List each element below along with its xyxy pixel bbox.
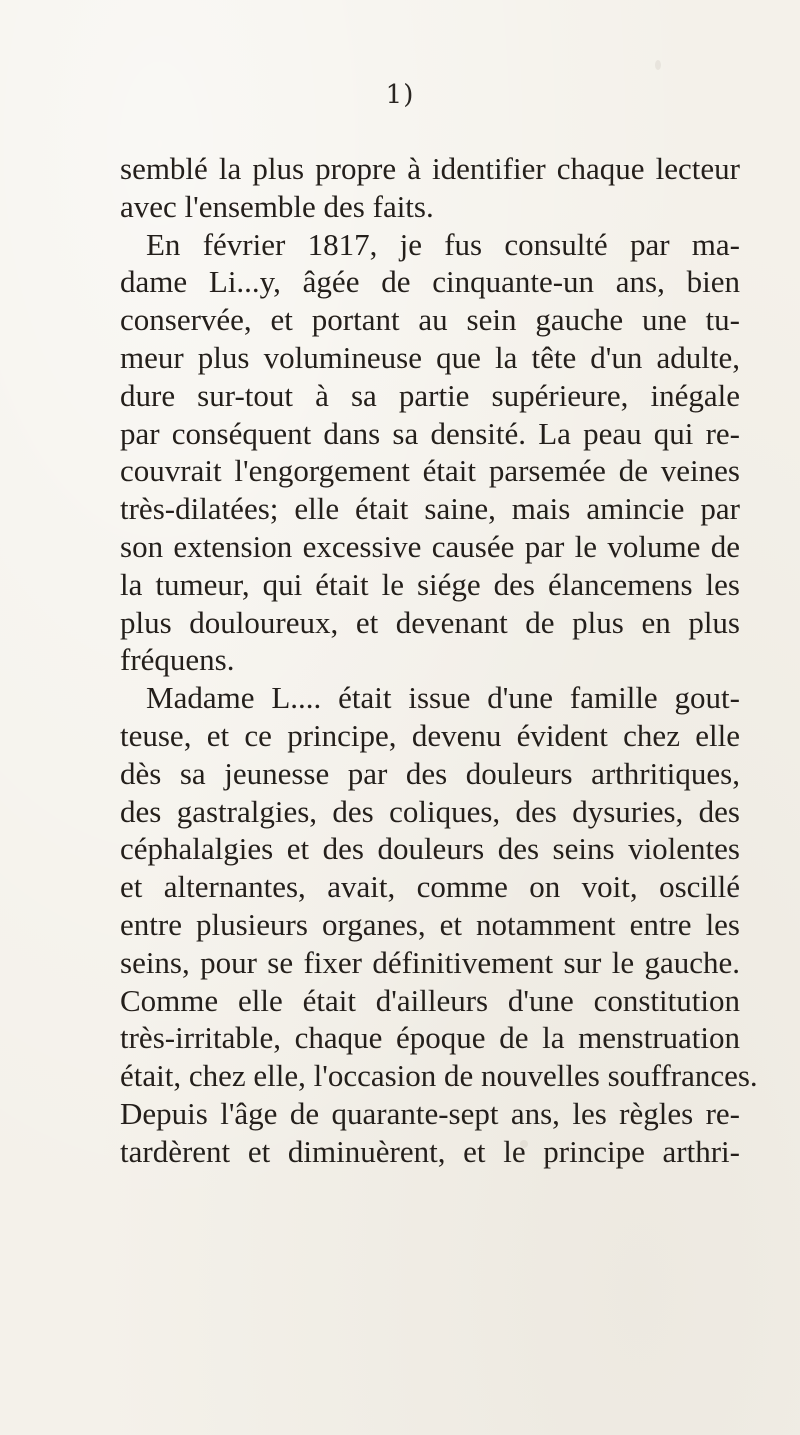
text-line: tardèrent et diminuèrent, et le principe arthri- (120, 1133, 740, 1169)
text-line: était, chez elle, l'occasion de nouvelles souffrances. (120, 1058, 758, 1094)
text-line: dure sur-tout à sa partie supérieure, inégale (120, 377, 740, 413)
text-line: et alternantes, avait, comme on voit, oscillé (120, 869, 740, 905)
text-line: conservée, et portant au sein gauche une tu- (120, 302, 740, 338)
text-line: dame Li...y, âgée de cinquante-un ans, bien (120, 264, 740, 300)
text-line: dès sa jeunesse par des douleurs arthritiques, (120, 755, 740, 791)
text-line: fréquens. (120, 642, 235, 678)
text-line: entre plusieurs organes, et notamment entre les (120, 906, 740, 942)
paper-blemish (655, 60, 661, 70)
paragraph-start-line: En février 1817, je fus consulté par ma- (146, 226, 740, 262)
text-line: son extension excessive causée par le volume de (120, 528, 740, 564)
text-line: par conséquent dans sa densité. La peau qui re- (120, 415, 740, 451)
text-line: meur plus volumineuse que la tête d'un adulte, (120, 339, 740, 375)
text-line: couvrait l'engorgement était parsemée de veines (120, 453, 740, 489)
text-line: Depuis l'âge de quarante-sept ans, les règles re- (120, 1095, 740, 1131)
text-line: avec l'ensemble des faits. (120, 188, 434, 224)
text-line: très-dilatées; elle était saine, mais amincie par (120, 491, 740, 527)
text-line: la tumeur, qui était le siége des élancemens les (120, 566, 740, 602)
text-line: teuse, et ce principe, devenu évident chez elle (120, 717, 740, 753)
text-line: très-irritable, chaque époque de la menstruation (120, 1020, 740, 1056)
text-line: semblé la plus propre à identifier chaque lecteur (120, 151, 740, 186)
text-line: céphalalgies et des douleurs des seins violentes (120, 831, 740, 867)
page-number: 1) (385, 80, 415, 110)
text-line: plus douloureux, et devenant de plus en plus (120, 604, 740, 640)
text-line: des gastralgies, des coliques, des dysuries, des (120, 793, 740, 829)
text-line: seins, pour se fixer définitivement sur le gauche. (120, 944, 740, 980)
body-text (120, 150, 758, 1171)
paragraph-start-line: Madame L.... était issue d'une famille gout- (146, 680, 740, 716)
text-line: Comme elle était d'ailleurs d'une constitution (120, 982, 740, 1018)
